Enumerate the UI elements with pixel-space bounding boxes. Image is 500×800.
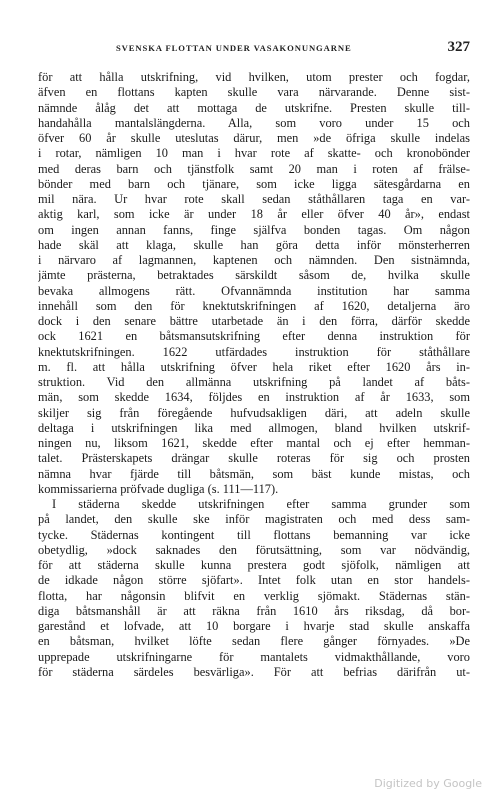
text-line: knektutskrifningen. 1622 utfärdades instruktion för ståthållare	[38, 344, 470, 359]
text-line: skiljer sig från föregående hufvudsakligen däri, att adeln skulle	[38, 405, 470, 420]
text-line: nämna hvar fjärde till båtsmän, som bäst kunde mistas, och	[38, 466, 470, 481]
text-line: ningen nu, liksom 1621, skedde efter mantal och ej efter hemman-	[38, 436, 470, 450]
text-line: på landet, den skulle ske inför magistraten och med dess sam-	[38, 512, 470, 527]
text-line: mil nära. Ur hvar rote skall sedan ståthållaren taga en var-	[38, 192, 470, 206]
paragraph	[38, 70, 470, 497]
text-line: nämnde ålåg det att mottaga de utskrifne. Presten skulle till-	[38, 100, 470, 115]
text-line: handahålla mantalslängderna. Alla, som voro under 15 och	[38, 115, 470, 130]
text-line: hade skäl att klaga, skulle han göra detta inför mönsterherren	[38, 237, 470, 252]
text-line: dock i den senare bättre utarbetade än i den förra, därför skedde	[38, 314, 470, 328]
running-header	[38, 39, 470, 57]
text-line: i rotar, nämligen 10 man i hvar rote af skatte- och kronobönder	[38, 146, 470, 161]
text-line: män, som skedde 1634, följdes en instruktion af år 1633, som	[38, 390, 470, 405]
page-number: 327	[447, 39, 470, 55]
text-line: ock 1621 en båtsmansutskrifning efter denna instruktion för	[38, 329, 470, 344]
text-line: aktig karl, som icke är under 18 år eller öfver 40 år», endast	[38, 207, 470, 222]
paragraph	[38, 497, 470, 680]
text-line: jämte prästerna, betraktades särskildt såsom de, hvilka skulle	[38, 268, 470, 283]
body-text	[38, 70, 470, 680]
text-line: innehåll som den för knektutskrifningen af 1620, detaljerna äro	[38, 298, 470, 313]
text-line: m. fl. att hålla utskrifning öfver hela riket efter 1620 års in-	[38, 359, 470, 374]
text-line: bevaka allmogens rätt. Ofvannämnda institution har samma	[38, 283, 470, 298]
text-line: äfven en flottans kapten skulle vara närvarande. Denne sist-	[38, 85, 470, 100]
running-title: SVENSKA FLOTTAN UNDER VASAKONUNGARNE	[116, 43, 352, 53]
text-line: flotta, har någonsin blifvit en verklig sjömakt. Städernas stän-	[38, 588, 470, 603]
text-line: upprepade utskrifningarne för mantalets vidmakthållande, voro	[38, 649, 470, 664]
text-line: talet. Prästerskapets drängar skulle roteras för sig och prosten	[38, 451, 470, 466]
text-line: för städerna särdeles besvärliga». För att befrias därifrån ut-	[38, 664, 470, 679]
text-line: öfver 60 år skulle uteslutas därur, men »de öfriga skulle indelas	[38, 131, 470, 145]
text-line: i närvaro af lagmannen, kaptenen och nämnden. Den sistnämnda,	[38, 253, 470, 267]
text-line: tycke. Städernas kontingent till flottans bemanning var icke	[38, 527, 470, 542]
text-line: obetydlig, »dock saknades den förutsättning, som var nödvändig,	[38, 542, 470, 557]
text-line: för att hålla utskrifning, vid hvilken, utom prester och fogdar,	[38, 70, 470, 84]
text-line: kommissarierna pröfvade dugliga (s. 111—117).	[38, 481, 279, 496]
text-line: diga båtsmanshåll är att räkna från 1610 års riksdag, då bor-	[38, 603, 470, 618]
text-line: I städerna skedde utskrifningen efter samma grunder som	[52, 497, 470, 511]
digitization-watermark: Digitized by Google	[374, 777, 482, 790]
text-line: bönder med barn och tjänare, som icke ligga sätesgårdarna en	[38, 176, 470, 191]
text-line: deltaga i utskrifningen lika med allmogen, bland hvilken utskrif-	[38, 420, 470, 435]
text-line: garestånd et lofvade, att 10 borgare i hvarje stad skulle anskaffa	[38, 619, 470, 633]
text-line: en båtsman, hvilket löfte sedan flere gånger förnyades. »De	[38, 634, 470, 649]
text-line: de idkade någon större sjöfart». Intet folk utan en stor handels-	[38, 573, 470, 588]
text-line: om ingen annan fanns, finge själfva bonden tagas. Om någon	[38, 222, 470, 237]
text-line: struktion. Vid den allmänna utskrifning på landet af båts-	[38, 375, 470, 389]
text-line: med deras barn och tjänstfolk samt 20 man i roten af frälse-	[38, 161, 470, 176]
text-line: för att städerna skulle kunna prestera godt sjöfolk, nämligen att	[38, 558, 470, 572]
